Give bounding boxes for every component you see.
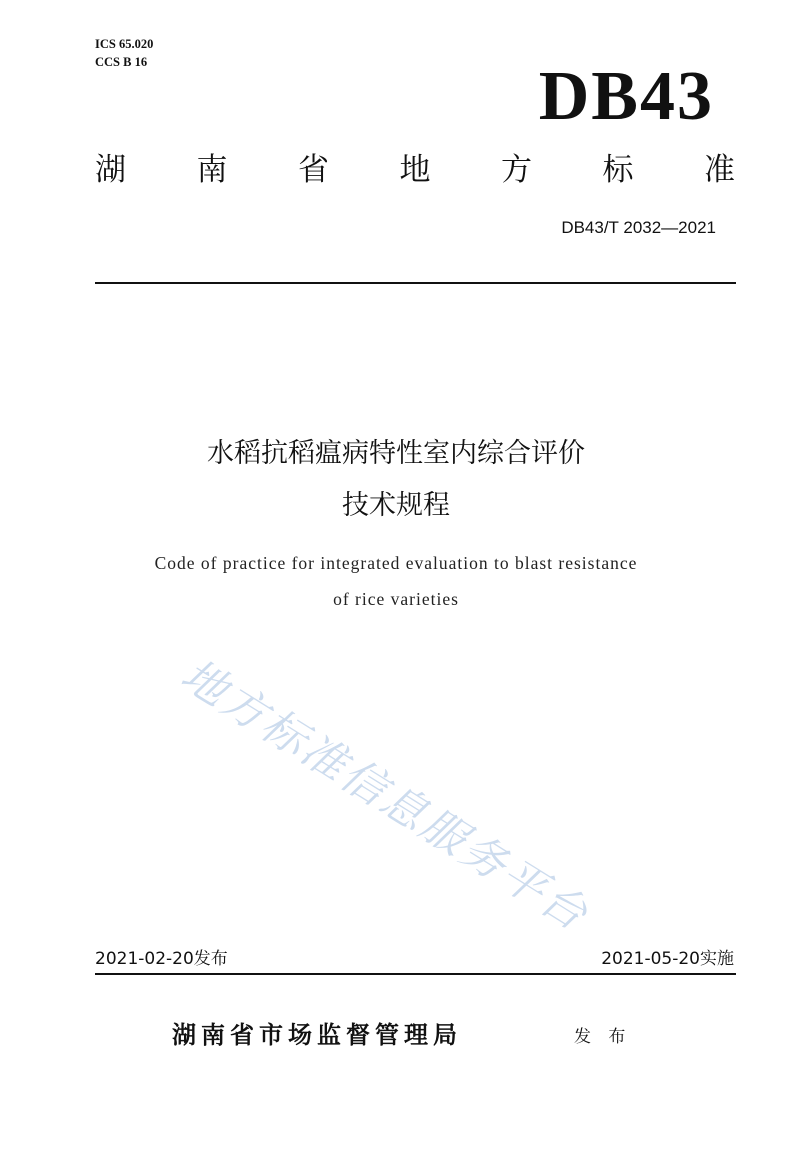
category-char: 省 [298, 152, 329, 188]
publish-date: 2021-02-20发布 [95, 949, 228, 969]
standard-category-title [95, 148, 735, 192]
category-char: 湖 [95, 152, 126, 188]
top-divider [95, 282, 736, 284]
english-title-line-2: of rice varieties [333, 589, 459, 609]
category-char: 准 [704, 152, 735, 188]
classification-codes [95, 35, 153, 71]
chinese-title [0, 428, 792, 532]
standard-number: DB43/T 2032—2021 [561, 218, 716, 237]
ics-code: ICS 65.020 [95, 37, 154, 51]
category-char: 地 [399, 152, 431, 188]
bottom-divider [95, 973, 736, 975]
implementation-date: 2021-05-20实施 [601, 949, 734, 969]
chinese-title-line-2: 技术规程 [342, 490, 450, 521]
english-title [0, 545, 792, 617]
publisher-name: 湖南省市场监督管理局 [172, 1021, 462, 1049]
category-char: 方 [501, 152, 532, 188]
ccs-code: CCS B 16 [95, 55, 148, 69]
category-char: 标 [602, 152, 634, 188]
english-title-line-1: Code of practice for integrated evaluation to blast resistance [154, 553, 638, 573]
category-char: 南 [196, 152, 228, 188]
chinese-title-line-1: 水稻抗稻瘟病特性室内综合评价 [207, 438, 585, 469]
publish-label: 发 布 [574, 1027, 632, 1047]
watermark: 地方标准信息服务平台 [172, 649, 598, 942]
db43-logo: DB43 [538, 58, 714, 135]
